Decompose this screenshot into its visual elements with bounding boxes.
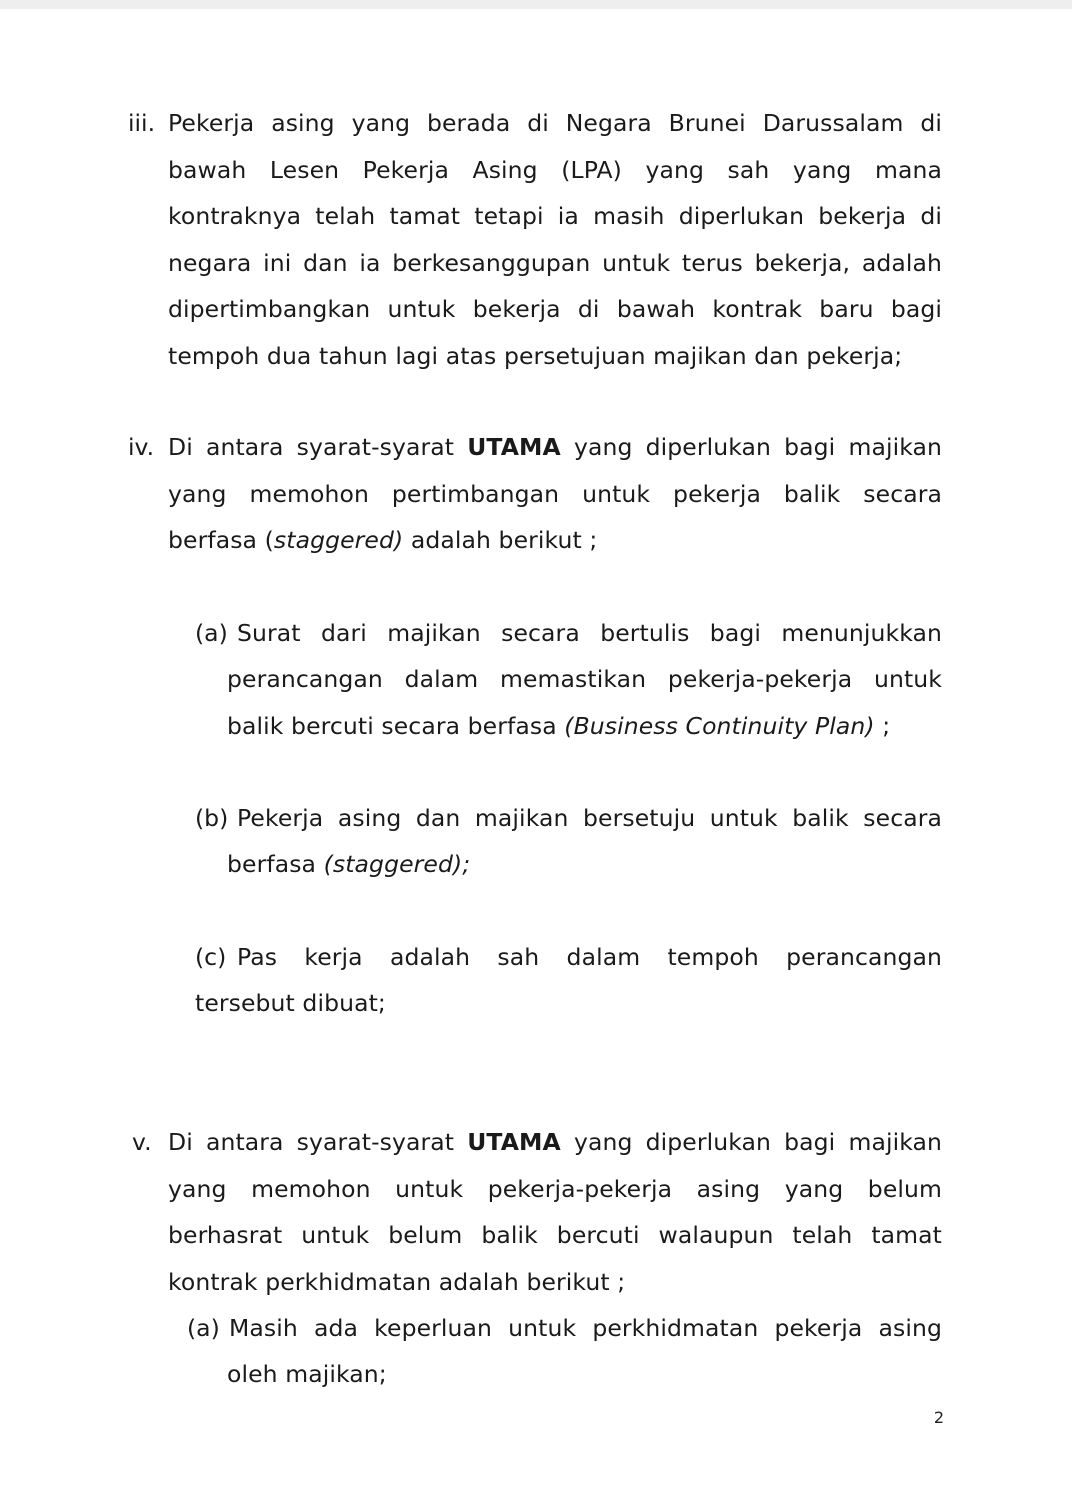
item-v-line-1-pre: Di antara syarat-syarat <box>168 1128 468 1156</box>
item-iii-line-1: Pekerja asing yang berada di Negara Brunei Darussalam di <box>168 109 942 137</box>
subitem-v-a-label: (a) <box>187 1314 220 1342</box>
item-numeral-iii: iii. <box>128 109 156 137</box>
subitem-iv-c-label: (c) <box>195 943 227 971</box>
subitem-iv-a-line-2: perancangan dalam memastikan pekerja-pekerja untuk <box>227 665 942 693</box>
item-v-line-4: kontrak perkhidmatan adalah berikut ; <box>168 1267 626 1296</box>
subitem-iv-a-line-3-post: ; <box>874 711 891 740</box>
subitem-iv-a-line-3-pre: balik bercuti secara berfasa <box>227 711 565 740</box>
subitem-v-a-line-1: Masih ada keperluan untuk perkhidmatan pekerja asing <box>229 1314 942 1342</box>
item-iii-line-3: kontraknya telah tamat tetapi ia masih diperlukan bekerja di <box>168 202 942 230</box>
staggered-italic-b: (staggered); <box>323 850 471 878</box>
subitem-iv-b-label: (b) <box>195 804 229 832</box>
item-iii-line-6: tempoh dua tahun lagi atas persetujuan majikan dan pekerja; <box>168 341 903 370</box>
subitem-iv-a-line-3 <box>227 703 942 750</box>
subitem-iv-c-cont <box>195 980 942 1027</box>
item-numeral-v: v. <box>132 1128 152 1156</box>
item-iv-line-3-post: adalah berikut ; <box>403 526 598 554</box>
subitem-iv-a-label: (a) <box>195 619 228 647</box>
page-number: 2 <box>933 1408 944 1427</box>
item-numeral-iv: iv. <box>128 433 155 461</box>
subitem-v-a-cont <box>227 1351 942 1398</box>
item-iv-line-1-pre: Di antara syarat-syarat <box>168 433 468 461</box>
item-v-line-3: berhasrat untuk belum balik bercuti walaupun telah tamat <box>168 1221 942 1249</box>
item-iii-line-5: dipertimbangkan untuk bekerja di bawah kontrak baru bagi <box>168 295 942 323</box>
item-v-text <box>168 1119 942 1305</box>
subitem-iv-b-cont <box>227 841 942 888</box>
subitem-iv-b-text <box>237 795 942 842</box>
utama-emphasis: UTAMA <box>467 433 561 461</box>
subitem-iv-a-cont <box>227 656 942 749</box>
item-v-line-1 <box>168 1119 942 1166</box>
item-iv-line-3-pre: berfasa ( <box>168 526 274 554</box>
staggered-italic: staggered) <box>273 526 404 554</box>
item-iv-line-1 <box>168 424 942 471</box>
business-continuity-plan-italic: (Business Continuity Plan) <box>564 711 875 740</box>
item-iii-line-4: negara ini dan ia berkesanggupan untuk terus bekerja, adalah <box>168 248 942 277</box>
subitem-iv-b-line-2 <box>227 841 942 888</box>
item-v-line-2: yang memohon untuk pekerja-pekerja asing yang belum <box>168 1174 942 1203</box>
utama-emphasis-v: UTAMA <box>467 1128 561 1156</box>
subitem-v-a-line-2: oleh majikan; <box>227 1360 387 1388</box>
item-iv-line-3 <box>168 517 942 564</box>
item-iv-line-2: yang memohon pertimbangan untuk pekerja balik secara <box>168 479 942 508</box>
item-iv-line-1-post: yang diperlukan bagi majikan <box>560 433 942 461</box>
subitem-iv-a-text <box>237 610 942 657</box>
item-v-line-1-post: yang diperlukan bagi majikan <box>560 1128 942 1156</box>
item-iii-text <box>168 100 942 379</box>
subitem-iv-b-line-1: Pekerja asing dan majikan bersetuju untuk balik secara <box>237 804 942 832</box>
subitem-iv-c-line-2: tersebut dibuat; <box>195 989 386 1017</box>
subitem-v-a-text <box>229 1305 942 1352</box>
subitem-iv-c-text <box>237 934 942 981</box>
subitem-iv-a-line-1: Surat dari majikan secara bertulis bagi menunjukkan <box>237 619 942 647</box>
subitem-iv-c-line-1: Pas kerja adalah sah dalam tempoh perancangan <box>237 943 942 971</box>
subitem-iv-b-line-2-pre: berfasa <box>227 850 324 878</box>
item-iii-line-2: bawah Lesen Pekerja Asing (LPA) yang sah yang mana <box>168 155 942 184</box>
item-iv-text <box>168 424 942 564</box>
